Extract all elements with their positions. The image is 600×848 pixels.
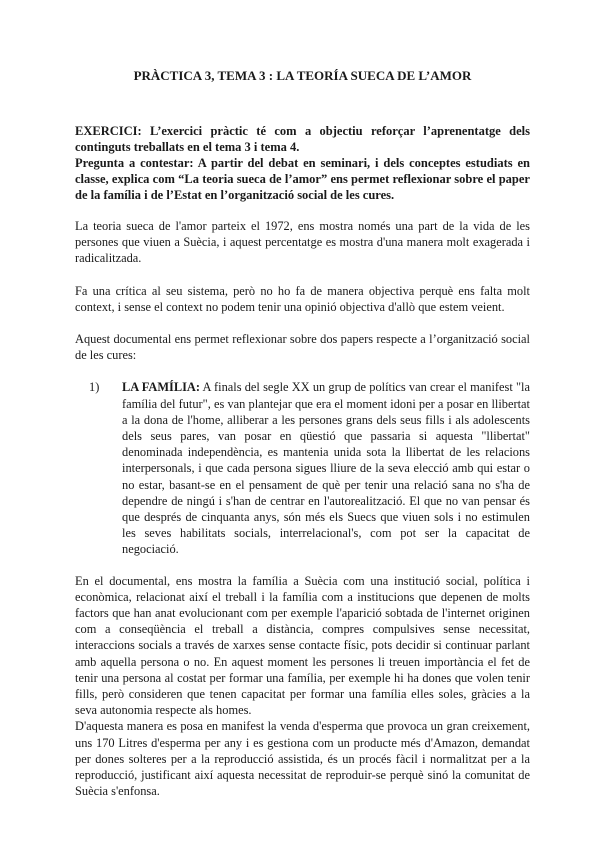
document-title: PRÀCTICA 3, TEMA 3 : LA TEORÍA SUECA DE L’AMOR bbox=[133, 68, 472, 83]
paragraph-sperm-sale: D'aquesta manera es posa en manifest la venda d'esperma que provoca un gran creixement, uns 170 Litres d'esperma per any i es gestiona com un producte més d'Amazon, demandat per dones solteres per a la reproducció assistida, és un procés fàcil i normalitzat per a la reproducció, justificant així aquesta necessitat de reproduir-se perquè sinó la comunitat de Suècia s'enfonsa. bbox=[75, 719, 530, 799]
paragraph-intro: La teoria sueca de l'amor parteix el 1972, ens mostra només una part de la vida de les persones que viuen a Suècia, i aquest percentatge es mostra d'una manera molt exagerada i radicalitzada. bbox=[75, 219, 530, 266]
exercise-block bbox=[75, 123, 530, 203]
exercise-statement: EXERCICI: L’exercici pràctic té com a objectiu reforçar l’aprenentatge dels continguts treballats en el tema 3 i tema 4. bbox=[75, 124, 530, 154]
paragraph-reflection: Aquest documental ens permet reflexionar sobre dos papers respecte a l’organització social de les cures: bbox=[75, 332, 530, 363]
list-item-number: 1) bbox=[89, 380, 100, 395]
paragraph-critique: Fa una crítica al seu sistema, però no ho fa de manera objectiva perquè ens falta molt context, i sense el context no podem tenir una opinió objectiva d'allò que estem veient. bbox=[75, 283, 530, 314]
numbered-list bbox=[75, 379, 530, 557]
list-item-heading: LA FAMÍLIA: bbox=[122, 380, 201, 395]
paragraph-documentary: En el documental, ens mostra la família a Suècia com una institució social, política i econòmica, relacionat així el treball i la família com a institucions que depenen de molts factors que han anat evolucionant com per exemple l'aparició sobtada de l'internet originen com a conseqüència el treball a distància, compres compulsives sense necessitat, interaccions socials a través de xarxes sense contacte físic, pots decidir si continuar parlant amb aquella persona o no. En aquest moment les persones li treuen importància el fet de tenir una persona al costat per formar una família, per exemple hi ha dones que volen tenir fills, però consideren que tenen capacitat per formar una família elles soles, gràcies a la seva autonomia respecte als homes. bbox=[75, 573, 530, 718]
list-item-text: A finals del segle XX un grup de polítics van crear el manifest "la família del futur", es van plantejar que era el moment idoni per a posar en llibertat a la dona de l'home, alliberar a les persones grans dels seus fills i als adolescents dels seus pares, van posar en qüestió que passaria si aquesta "llibertat" denominada independència, es mantenia unida sota la llibertat de les relacions interpersonals, i que cada persona sigues lliure de la seva elecció amb qui estar o no estar, basant-se en el pensament de què per tenir una relació sana no s'ha de dependre de ningú i s'han de centrar en l'autorealització. El que no van pensar és que després de cinquanta anys, són més els Suecs que viuen sols i no estimulen les seves habilitats socials, interrelacional's, com pot ser la capacitat de negociació. bbox=[122, 380, 530, 557]
exercise-question: Pregunta a contestar: A partir del debat en seminari, i dels conceptes estudiats en classe, explica com “La teoria sueca de l’amor” ens permet reflexionar sobre el paper de la família i de l’Estat en l’organització social de les cures. bbox=[75, 156, 530, 202]
list-item bbox=[89, 379, 530, 557]
